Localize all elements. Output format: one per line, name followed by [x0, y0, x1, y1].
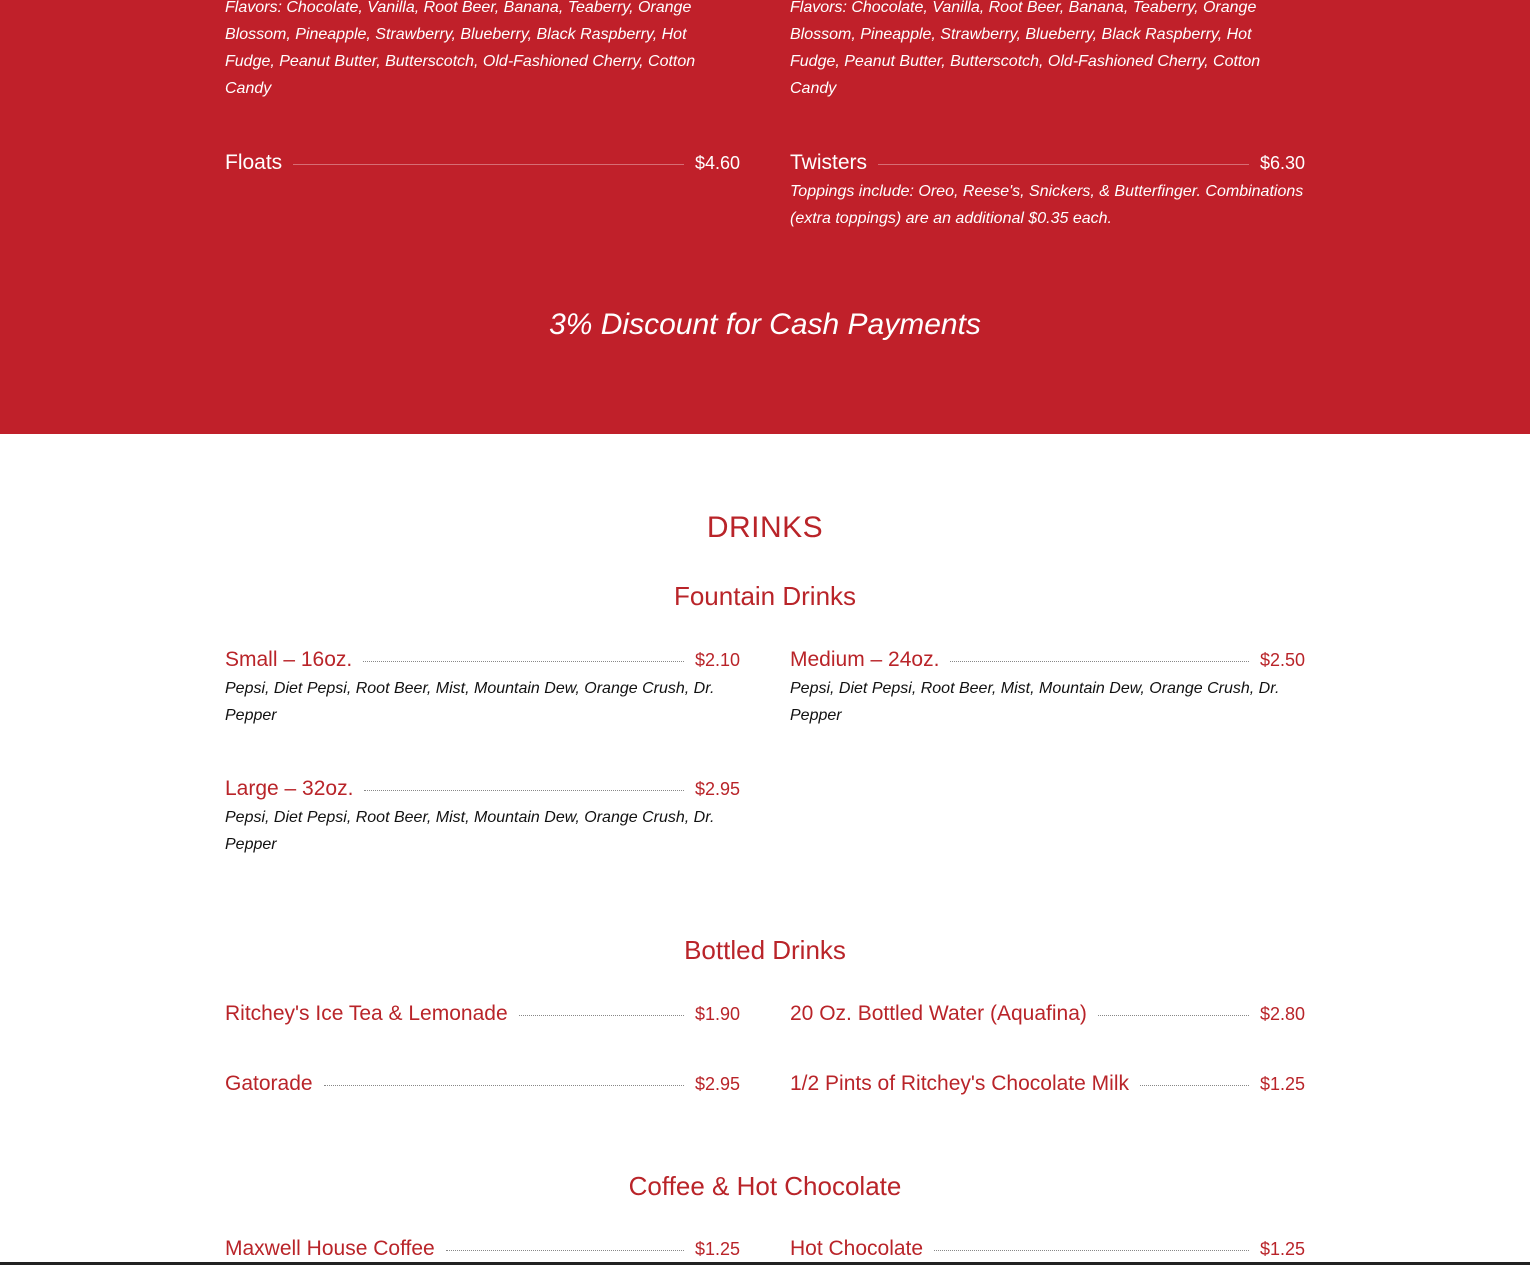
menu-item-twisters: [790, 149, 1305, 177]
dot-leader: [1098, 1015, 1249, 1016]
dot-leader: [363, 661, 684, 662]
menu-item-floats: [225, 149, 740, 177]
bottled-drinks-title: Bottled Drinks: [684, 935, 846, 965]
menu-item-large-fountain: [225, 775, 740, 803]
menu-item-name: Large – 32oz.: [225, 777, 354, 800]
dot-leader: [364, 790, 684, 791]
menu-item-name: Maxwell House Coffee: [225, 1237, 435, 1260]
twisters-description: Toppings include: Oreo, Reese's, Snickers, & Butterfinger. Combinations (extra toppings) are an additional $0.35 each.: [790, 183, 1304, 227]
menu-item-price: $2.10: [694, 649, 740, 670]
menu-item-bottled-water: [790, 1000, 1305, 1028]
coffee-hot-chocolate-title: Coffee & Hot Chocolate: [628, 1171, 902, 1201]
menu-item-hot-chocolate: [790, 1235, 1305, 1263]
ice-cream-section: [0, 0, 1530, 434]
menu-item-price: $6.30: [1259, 152, 1305, 173]
menu-item-name: Gatorade: [225, 1072, 313, 1095]
menu-item-description: Pepsi, Diet Pepsi, Root Beer, Mist, Mountain Dew, Orange Crush, Dr. Pepper: [790, 680, 1280, 724]
menu-item-name: Hot Chocolate: [790, 1237, 924, 1260]
menu-item-small-fountain: [225, 646, 740, 674]
menu-item-name: 1/2 Pints of Ritchey's Chocolate Milk: [790, 1072, 1129, 1095]
dot-leader: [934, 1250, 1249, 1251]
menu-item-name: Small – 16oz.: [225, 648, 353, 671]
dot-leader: [878, 164, 1249, 165]
menu-item-price: $2.95: [694, 778, 740, 799]
menu-item-name: Ritchey's Ice Tea & Lemonade: [225, 1002, 508, 1025]
menu-item-name: 20 Oz. Bottled Water (Aquafina): [790, 1002, 1087, 1025]
menu-item-price: $1.25: [694, 1238, 740, 1259]
menu-item-ice-tea-lemonade: [225, 1000, 740, 1028]
fountain-drinks-title: Fountain Drinks: [673, 581, 857, 611]
menu-item-price: $1.25: [1259, 1238, 1305, 1259]
menu-item-name: Twisters: [790, 151, 868, 174]
menu-item-price: $2.95: [694, 1073, 740, 1094]
dot-leader: [446, 1250, 684, 1251]
menu-item-price: $2.80: [1259, 1003, 1305, 1024]
menu-item-description: Pepsi, Diet Pepsi, Root Beer, Mist, Mountain Dew, Orange Crush, Dr. Pepper: [225, 809, 715, 853]
menu-item-price: $1.90: [694, 1003, 740, 1024]
flavors-description-right: Flavors: Chocolate, Vanilla, Root Beer, Banana, Teaberry, Orange Blossom, Pineapple, Strawberry, Blueberry, Black Raspberry, Hot Fudge, Peanut Butter, Butterscotch, Old-Fashioned Cherry, Cotton Candy: [790, 0, 1261, 97]
dot-leader: [519, 1015, 684, 1016]
flavors-description-left: Flavors: Chocolate, Vanilla, Root Beer, Banana, Teaberry, Orange Blossom, Pineapple, Strawberry, Blueberry, Black Raspberry, Hot Fudge, Peanut Butter, Butterscotch, Old-Fashioned Cherry, Cotton Candy: [225, 0, 696, 97]
menu-item-gatorade: [225, 1070, 740, 1098]
drinks-section: [0, 434, 1530, 1265]
menu-item-price: $4.60: [694, 152, 740, 173]
menu-item-maxwell-coffee: [225, 1235, 740, 1263]
dot-leader: [1140, 1085, 1249, 1086]
dot-leader: [324, 1085, 684, 1086]
menu-item-chocolate-milk: [790, 1070, 1305, 1098]
drinks-title: DRINKS: [706, 511, 824, 544]
menu-item-name: Floats: [225, 151, 283, 174]
menu-item-price: $1.25: [1259, 1073, 1305, 1094]
cash-discount-banner: 3% Discount for Cash Payments: [549, 308, 981, 341]
menu-item-name: Medium – 24oz.: [790, 648, 940, 671]
menu-item-description: Pepsi, Diet Pepsi, Root Beer, Mist, Mountain Dew, Orange Crush, Dr. Pepper: [225, 680, 715, 724]
dot-leader: [293, 164, 684, 165]
menu-item-price: $2.50: [1259, 649, 1305, 670]
menu-item-medium-fountain: [790, 646, 1305, 674]
dot-leader: [950, 661, 1249, 662]
